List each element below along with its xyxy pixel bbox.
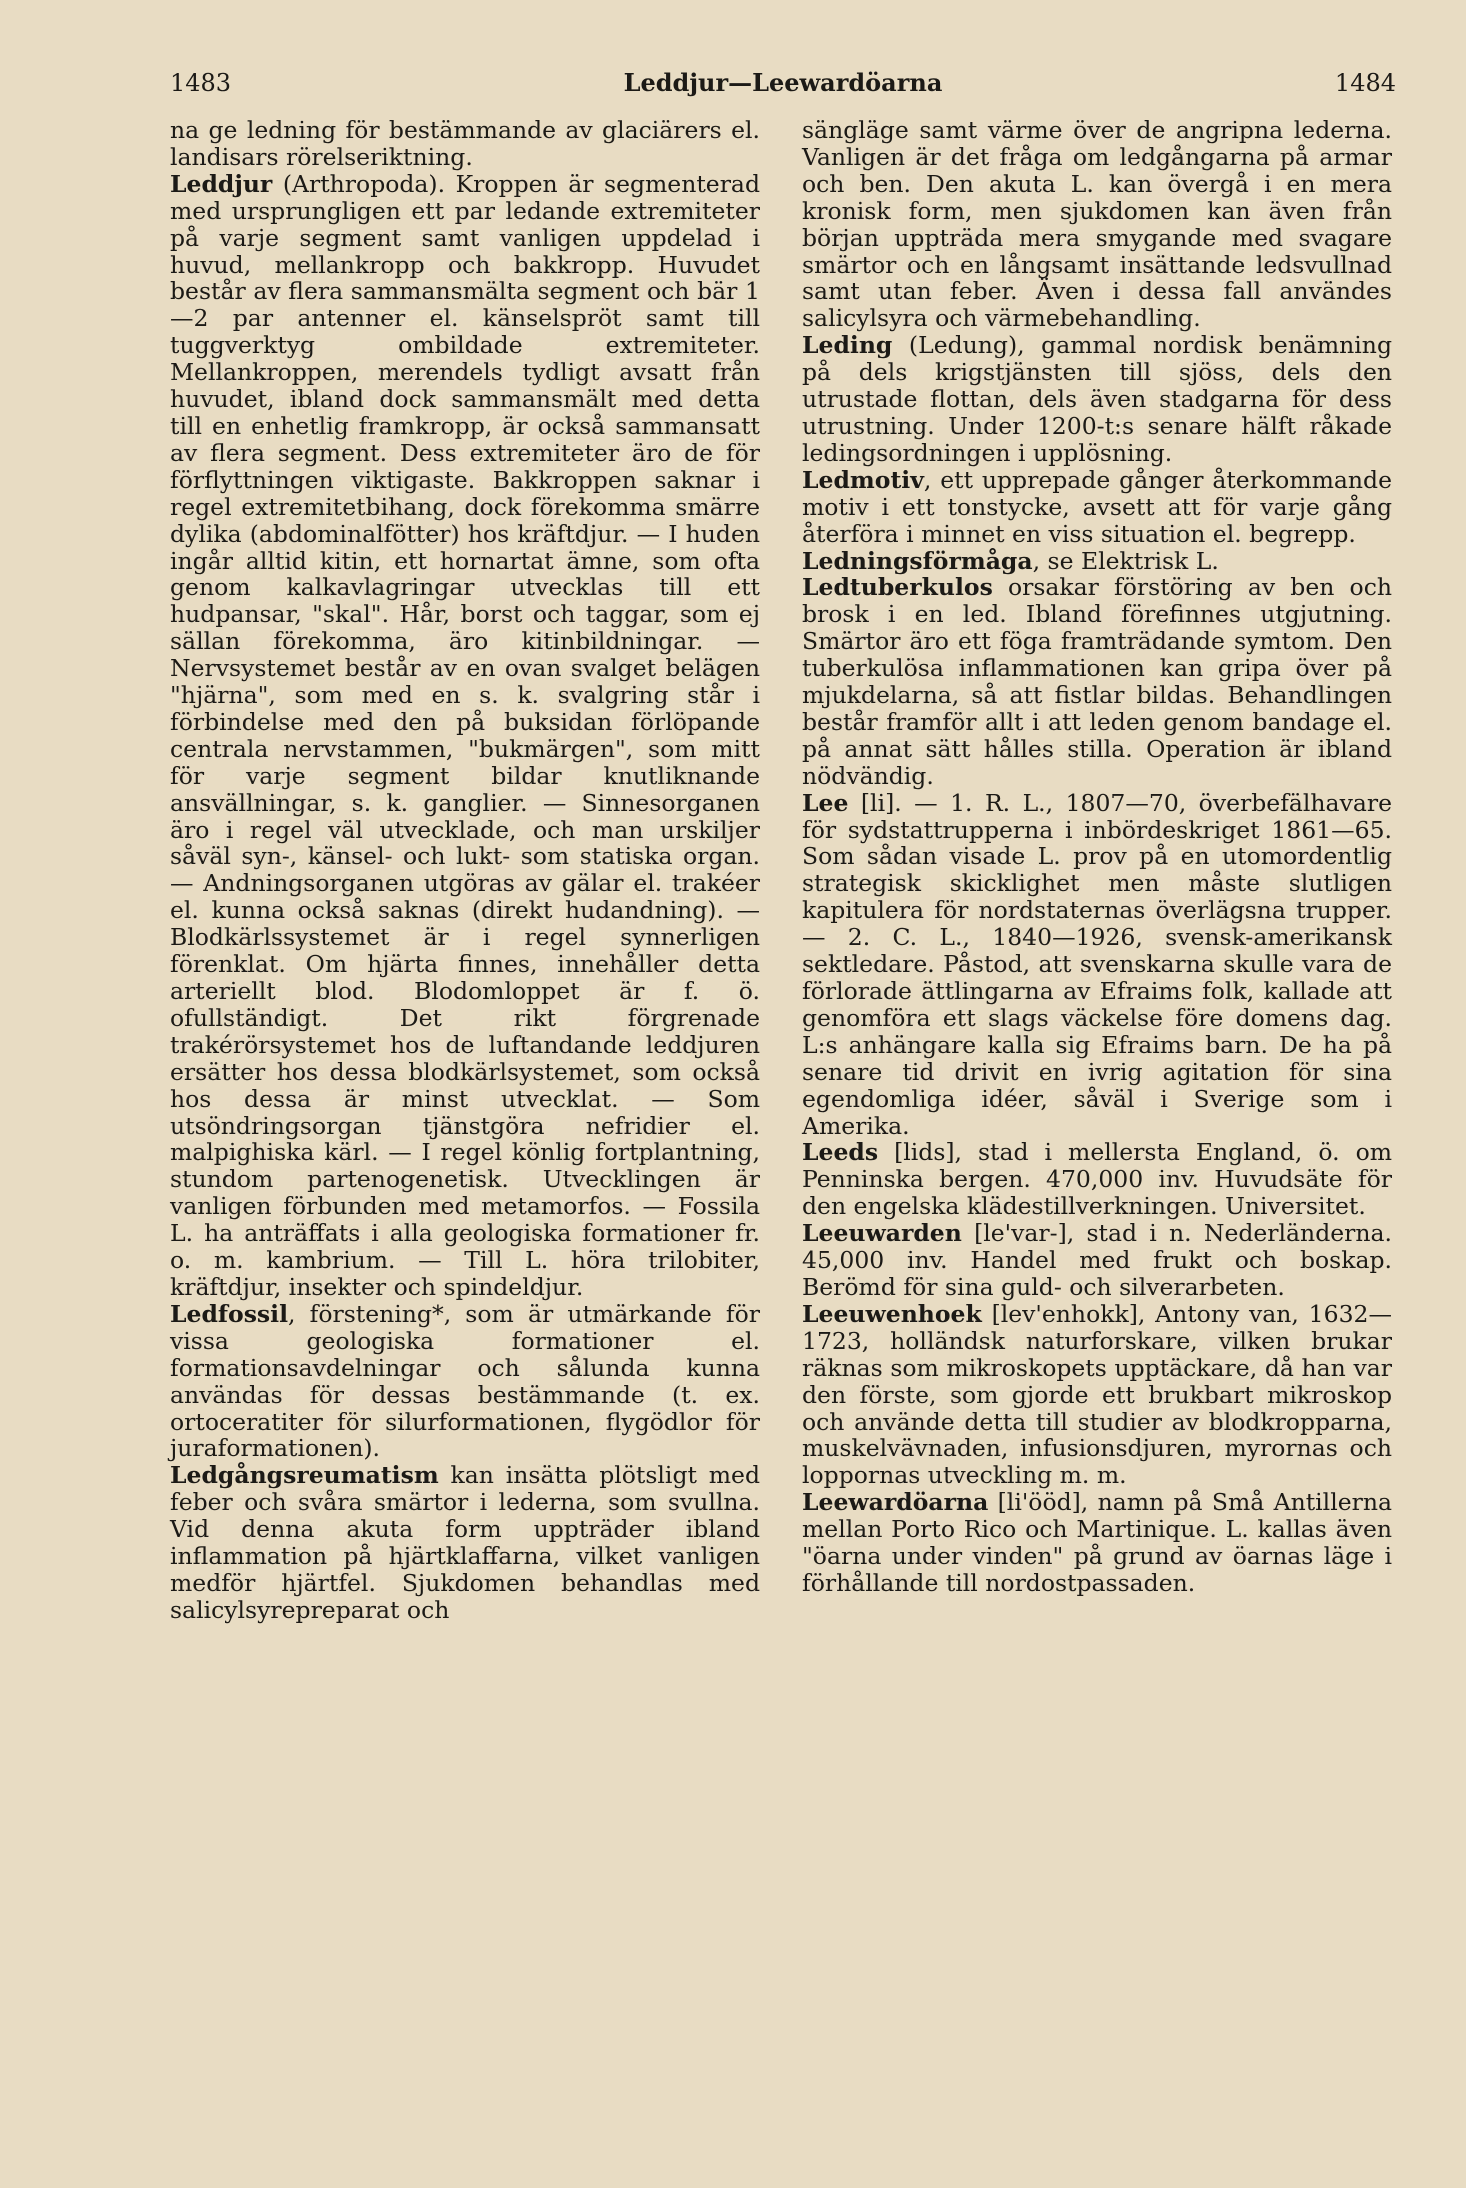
continued-text: sängläge samt värme över de angripna lederna. Vanligen är det fråga om ledgångarna på armar och ben. Den akuta L. kan övergå i en mera kronisk form, men sjukdomen kan även från början uppträda mera smygande med svagare smärtor och en långsamt insättande ledsvullnad samt utan feber. Även i dessa fall användes salicylsyra och värmebehandling. [802,116,1392,333]
entry-ledmotiv [802,467,1392,548]
headword: Leding [802,331,893,360]
headword: Leewardöarna [802,1488,989,1517]
entry-text: orsakar förstöring av ben och brosk i en led. Ibland förefinnes utgjutning. Smärtor äro ett föga framträdande symtom. Den tuberkulösa inflammationen kan gripa över på mjukdelarna, så att fistlar bildas. Behandlingen består framför allt i att leden genom bandage el. på annat sätt hålles stilla. Operation är ibland nödvändig. [802,573,1392,790]
headword: Lee [802,788,849,817]
entry-text: [le'var-], stad i n. Nederländerna. 45,000 inv. Handel med frukt och boskap. Berömd för sina guld- och silverarbeten. [802,1219,1392,1301]
entry-text: [lids], stad i mellersta England, ö. om Penninska bergen. 470,000 inv. Huvudsäte för den engelska klädestillverkningen. Universitet. [802,1138,1392,1221]
headword: Ledmotiv [802,465,924,494]
entry-text: , se Elektrisk L. [1032,546,1219,575]
text-columns [170,117,1396,1624]
entry-text: (Arthropoda). Kroppen är segmenterad med ursprungligen ett par ledande extremiteter på varje segment samt vanligen uppdelad i huvud, mellankropp och bakkropp. Huvudet består av flera sammansmälta segment och bär 1—2 par antenner el. känselspröt samt till tuggverktyg ombildade extremiteter. Mellankroppen, merendels tydligt avsatt från huvudet, ibland dock sammansmält med detta till en enhetlig framkropp, är också sammansatt av flera segment. Dess extremiteter äro de för förflyttningen viktigaste. Bakkroppen saknar i regel extremitetbihang, dock förekomma smärre dylika (abdominalfötter) hos kräftdjur. — I huden ingår alltid kitin, ett hornartat ämne, som ofta genom kalkavlagringar utvecklas till ett hudpansar, "skal". Hår, borst och taggar, som ej sällan förekomma, äro kitinbildningar. — Nervsystemet består av en ovan svalget belägen "hjärna", som med en s. k. svalgring står i förbindelse med den på buksidan förlöpande centrala nervstammen, "bukmärgen", som mitt för varje segment bildar knutliknande ansvällningar, s. k. ganglier. — Sinnesorganen äro i regel väl utvecklade, och man urskiljer såväl syn-, känsel- och lukt- som statiska organ. — Andningsorganen utgöras av gälar el. trakéer el. kunna också saknas (direkt hudandning). — Blodkärlssystemet är i regel synnerligen förenklat. Om hjärta finnes, innehåller detta arteriellt blod. Blodomloppet är f. ö. ofullständigt. Det rikt förgrenade trakérörsystemet hos de luftandande leddjuren ersätter hos dessa blodkärlsystemet, som också hos dessa är minst utvecklat. — Som utsöndringsorgan tjänstgöra nefridier el. malpighiska kärl. — I regel könlig fortplantning, stundom partenogenetisk. Utvecklingen är vanligen förbunden med metamorfos. — Fossila L. ha anträffats i alla geologiska formationer fr. o. m. kambrium. — Till L. höra trilobiter, kräftdjur, insekter och spindeldjur. [170,169,760,1301]
headword: Leeds [802,1138,879,1167]
entry-leeuwarden [802,1220,1392,1301]
entry-lee [802,790,1392,1140]
entry-leewardoarna [802,1489,1392,1597]
entry-leeuwenhoek [802,1301,1392,1489]
entry-text: , förstening*, som är utmärkande för vissa geologiska formationer el. formationsavdelningar och sålunda kunna användas för dessas bestämmande (t. ex. ortoceratiter för silurformationen, flygödlor för juraformationen). [170,1299,760,1463]
headword: Ledfossil [170,1299,289,1328]
page-number-left: 1483 [170,69,232,97]
continued-text: na ge ledning för bestämmande av glaciärers el. landisars rörelseriktning. [170,116,760,171]
entry-text: , ett upprepade gånger återkommande motiv i ett tonstycke, avsett att för varje gång återföra i minnet en viss situation el. begrepp. [802,465,1392,548]
entry-leding [802,332,1392,467]
headword: Ledtuberkulos [802,573,993,602]
right-column [802,117,1392,1624]
entry-text: (Ledung), gammal nordisk benämning på dels krigstjänsten till sjöss, dels den utrustade flottan, dels även stadgarna för dess utrustning. Under 1200-t:s senare hälft råkade ledingsordningen i upplösning. [802,331,1392,467]
page-header [170,68,1396,97]
entry-leeds [802,1139,1392,1220]
entry-text: [li]. — 1. R. L., 1807—70, överbefälhavare för sydstattrupperna i inbördeskriget 1861—65. Som sådan visade L. prov på en utomordentlig strategisk skicklighet men måste slutligen kapitulera för nordstaternas överlägsna trupper. — 2. C. L., 1840—1926, svensk-amerikansk sektledare. Påstod, att svenskarna skulle vara de förlorade ättlingarna av Efraims folk, kallade att genomföra ett slags väckelse före domens dag. L:s anhängare kalla sig Efraims barn. De ha på senare tid drivit en ivrig agitation för sina egendomliga idéer, såväl i Sverige som i Amerika. [802,788,1392,1140]
headword: Leeuwenhoek [802,1299,982,1328]
entry-ledningsformaga [802,548,1392,575]
entry-ledfossil [170,1301,760,1462]
entry-ledgangsreumatism [170,1462,760,1623]
headword: Ledningsförmåga [802,546,1033,575]
left-column [170,117,760,1624]
headword: Ledgångsreumatism [170,1461,439,1490]
entry-leddjur [170,171,760,1301]
entry-text: kan insätta plötsligt med feber och svåra smärtor i lederna, som svullna. Vid denna akuta form uppträder ibland inflammation på hjärtklaffarna, vilket vanligen medför hjärtfel. Sjukdomen behandlas med salicylsyrepreparat och [170,1461,760,1624]
entry-ledtuberkulos [802,574,1392,789]
page-number-right: 1484 [1334,69,1396,97]
entry-text: [li'ööd], namn på Små Antillerna mellan Porto Rico och Martinique. L. kallas även "öarna under vinden" på grund av öarnas läge i förhållande till nordostpassaden. [802,1488,1392,1597]
headword: Leddjur [170,169,273,198]
running-title: Leddjur—Leewardöarna [623,68,943,97]
entry-text: [lev'enhokk], Antony van, 1632—1723, holländsk naturforskare, vilken brukar räknas som mikroskopets upptäckare, då han var den förste, som gjorde ett brukbart mikroskop och använde detta till studier av blodkropparna, muskelvävnaden, infusionsdjuren, myrornas och loppornas utveckling m. m. [802,1299,1392,1490]
headword: Leeuwarden [802,1219,962,1248]
